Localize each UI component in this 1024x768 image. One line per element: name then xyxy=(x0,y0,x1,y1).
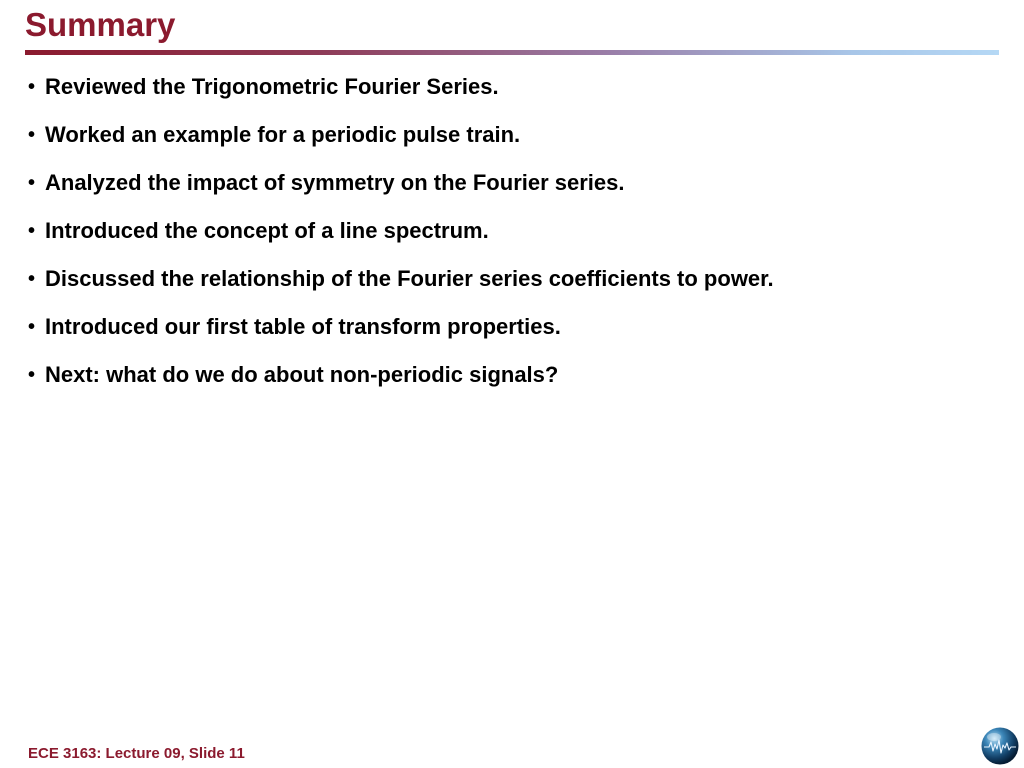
list-item xyxy=(28,168,774,216)
bullet-text: Worked an example for a periodic pulse train. xyxy=(45,122,521,147)
slide-title: Summary xyxy=(25,6,176,43)
bullet-text: Next: what do we do about non-periodic signals? xyxy=(45,362,559,387)
list-item xyxy=(28,72,774,120)
bullet-icon: • xyxy=(28,316,36,338)
list-item xyxy=(28,360,774,408)
bullet-icon: • xyxy=(28,364,36,386)
bullet-icon: • xyxy=(28,220,36,242)
bullet-text: Reviewed the Trigonometric Fourier Series. xyxy=(45,74,499,99)
slide-footer: ECE 3163: Lecture 09, Slide 11 xyxy=(28,745,245,762)
bullet-icon: • xyxy=(28,76,36,98)
bullet-text: Introduced the concept of a line spectrum. xyxy=(45,218,489,243)
globe-waveform-icon xyxy=(980,726,1020,766)
bullet-icon: • xyxy=(28,268,36,290)
list-item xyxy=(28,264,774,312)
bullet-icon: • xyxy=(28,124,36,146)
list-item xyxy=(28,216,774,264)
bullet-text: Introduced our first table of transform properties. xyxy=(45,314,561,339)
bullet-list xyxy=(28,72,774,408)
title-divider xyxy=(25,50,999,55)
bullet-text: Analyzed the impact of symmetry on the Fourier series. xyxy=(45,170,625,195)
bullet-icon: • xyxy=(28,172,36,194)
list-item xyxy=(28,120,774,168)
bullet-text: Discussed the relationship of the Fourier series coefficients to power. xyxy=(45,266,774,291)
list-item xyxy=(28,312,774,360)
